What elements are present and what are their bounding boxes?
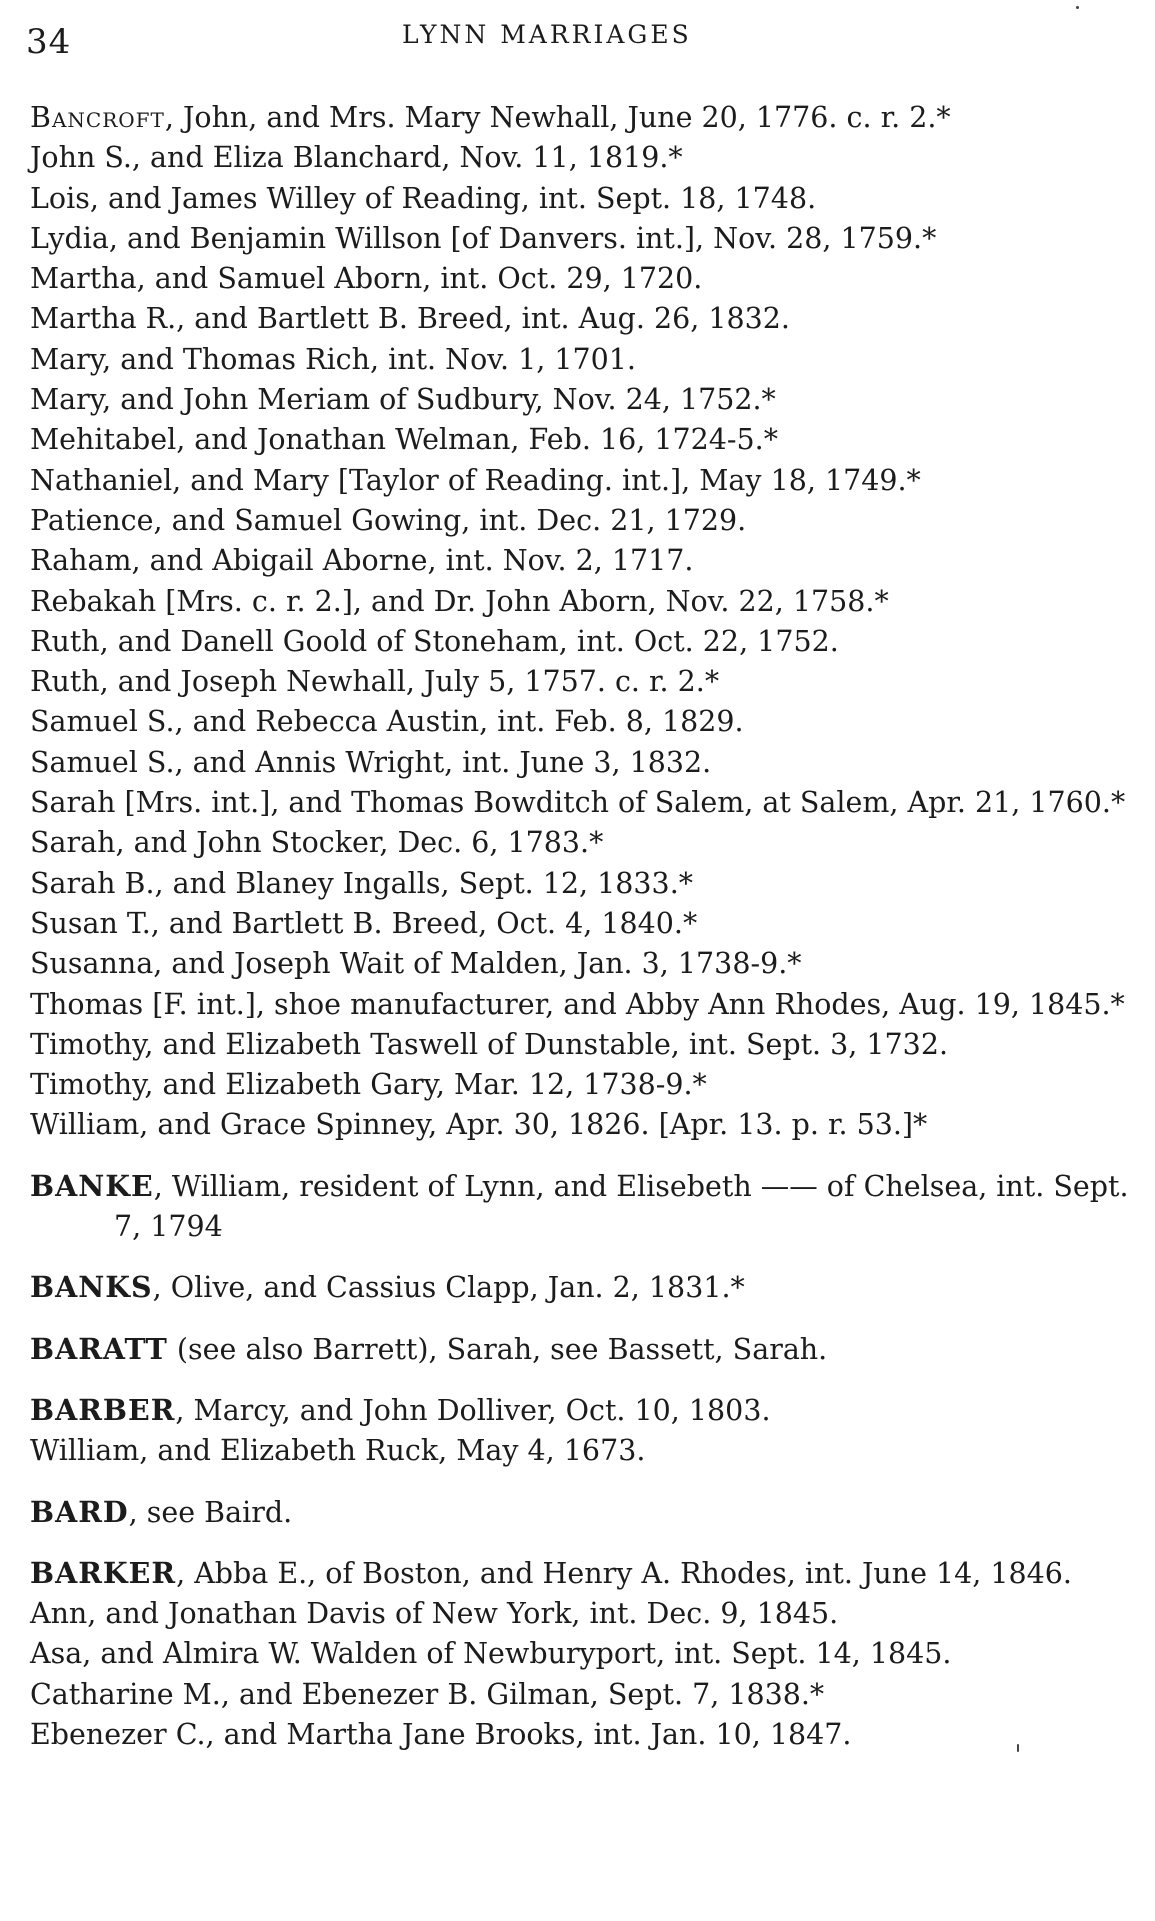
entry-surname: BARBER (30, 1392, 176, 1427)
marriage-entry (30, 501, 1135, 541)
marriage-entry (30, 1431, 1135, 1471)
marriage-entry (30, 138, 1135, 178)
entry-text: Susan T., and Bartlett B. Breed, Oct. 4, 1840.* (30, 906, 698, 940)
entry-text: Susanna, and Joseph Wait of Malden, Jan. 3, 1738-9.* (30, 947, 802, 981)
entry-text: Sarah [Mrs. int.], and Thomas Bowditch of Salem, at Salem, Apr. 21, 1760.* (30, 786, 1126, 820)
marriage-entry (30, 1390, 1135, 1431)
entry-text: William, and Elizabeth Ruck, May 4, 1673. (30, 1434, 646, 1468)
entry-text: , see Baird. (128, 1495, 293, 1529)
entry-surname: BARKER (30, 1555, 177, 1590)
marriage-entry (30, 1329, 1135, 1370)
entry-text: Patience, and Samuel Gowing, int. Dec. 21, 1729. (30, 503, 747, 537)
entry-text: Lois, and James Willey of Reading, int. Sept. 18, 1748. (30, 181, 817, 215)
entry-text: , William, resident of Lynn, and Elisebeth —— of Chelsea, int. Sept. 7, 1794 (114, 1169, 1129, 1244)
marriage-entry (30, 340, 1135, 380)
entry-text: Sarah, and John Stocker, Dec. 6, 1783.* (30, 826, 604, 860)
marriage-entry (30, 944, 1135, 984)
entry-text: Raham, and Abigail Aborne, int. Nov. 2, 1717. (30, 544, 694, 578)
marriage-entry (30, 1065, 1135, 1105)
marriage-entry (30, 582, 1135, 622)
marriage-entry (30, 219, 1135, 259)
entry-text: , John, and Mrs. Mary Newhall, June 20, 1776. c. r. 2.* (164, 101, 951, 134)
entry-text: , Marcy, and John Dolliver, Oct. 10, 1803. (175, 1393, 771, 1427)
marriage-entry (30, 1105, 1135, 1145)
entry-text: Samuel S., and Annis Wright, int. June 3, 1832. (30, 745, 712, 779)
marriage-entry (30, 541, 1135, 581)
marriage-entry (30, 1675, 1135, 1715)
marriage-entry (30, 420, 1135, 460)
entry-text: Timothy, and Elizabeth Taswell of Dunstable, int. Sept. 3, 1732. (30, 1027, 949, 1061)
entry-text: Mehitabel, and Jonathan Welman, Feb. 16, 1724-5.* (30, 423, 778, 457)
entry-text: Sarah B., and Blaney Ingalls, Sept. 12, 1833.* (30, 866, 694, 900)
entry-text: , Olive, and Cassius Clapp, Jan. 2, 1831.* (152, 1271, 745, 1305)
marriage-entry (30, 864, 1135, 904)
entry-text: William, and Grace Spinney, Apr. 30, 1826. [Apr. 13. p. r. 53.]* (30, 1108, 928, 1142)
entry-text: Mary, and John Meriam of Sudbury, Nov. 24, 1752.* (30, 383, 776, 417)
entry-surname: Bancroft (30, 101, 165, 134)
marriage-entry (30, 1267, 1135, 1308)
marriage-entry (30, 1166, 1135, 1248)
entry-text: Ruth, and Danell Goold of Stoneham, int. Oct. 22, 1752. (30, 624, 839, 658)
entry-text: Martha, and Samuel Aborn, int. Oct. 29, 1720. (30, 262, 703, 296)
running-head: LYNN MARRIAGES (402, 20, 692, 49)
entry-surname: BANKS (30, 1270, 153, 1305)
entry-text: Timothy, and Elizabeth Gary, Mar. 12, 1738-9.* (30, 1068, 707, 1102)
entry-text: Catharine M., and Ebenezer B. Gilman, Sept. 7, 1838.* (30, 1677, 825, 1711)
marriage-entries-list (30, 98, 1135, 1755)
entry-text: Nathaniel, and Mary [Taylor of Reading. int.], May 18, 1749.* (30, 463, 921, 497)
marriage-entry (30, 259, 1135, 299)
marriage-entry (30, 743, 1135, 783)
entry-text: Martha R., and Bartlett B. Breed, int. Aug. 26, 1832. (30, 302, 790, 336)
entry-text: Thomas [F. int.], shoe manufacturer, and Abby Ann Rhodes, Aug. 19, 1845.* (30, 987, 1125, 1021)
page-number: 34 (26, 22, 72, 62)
marriage-entry (30, 1715, 1135, 1755)
marriage-entry (30, 622, 1135, 662)
entry-text: Ebenezer C., and Martha Jane Brooks, int. Jan. 10, 1847. (30, 1717, 852, 1751)
marriage-entry (30, 1594, 1135, 1634)
marriage-entry (30, 1553, 1135, 1594)
marriage-entry (30, 702, 1135, 742)
entry-text: Asa, and Almira W. Walden of Newburyport, int. Sept. 14, 1845. (30, 1637, 952, 1671)
entry-surname: BANKE (30, 1168, 154, 1203)
entry-text: , Abba E., of Boston, and Henry A. Rhodes, int. June 14, 1846. (176, 1556, 1072, 1590)
entry-text: Rebakah [Mrs. c. r. 2.], and Dr. John Aborn, Nov. 22, 1758.* (30, 584, 889, 618)
marriage-entry (30, 662, 1135, 702)
print-speck (1017, 1744, 1019, 1752)
marriage-entry (30, 1025, 1135, 1065)
marriage-entry (30, 461, 1135, 501)
entry-text: Ann, and Jonathan Davis of New York, int. Dec. 9, 1845. (30, 1597, 839, 1631)
marriage-entry (30, 823, 1135, 863)
entry-text: Lydia, and Benjamin Willson [of Danvers. int.], Nov. 28, 1759.* (30, 221, 937, 255)
entry-text: Samuel S., and Rebecca Austin, int. Feb. 8, 1829. (30, 705, 744, 739)
entry-text: John S., and Eliza Blanchard, Nov. 11, 1819.* (30, 141, 683, 175)
marriage-entry (30, 985, 1135, 1025)
marriage-entry (30, 1634, 1135, 1674)
marriage-entry (30, 783, 1135, 823)
marriage-entry (30, 179, 1135, 219)
marriage-entry (30, 1492, 1135, 1533)
entry-text: Mary, and Thomas Rich, int. Nov. 1, 1701. (30, 342, 636, 376)
entry-surname: BARD (30, 1494, 129, 1529)
marriage-entry (30, 98, 1135, 138)
entry-surname: BARATT (30, 1331, 168, 1366)
print-speck (1076, 6, 1079, 9)
entry-text: (see also Barrett), Sarah, see Bassett, Sarah. (167, 1332, 828, 1366)
marriage-entry (30, 904, 1135, 944)
marriage-entry (30, 380, 1135, 420)
marriage-entry (30, 299, 1135, 339)
entry-text: Ruth, and Joseph Newhall, July 5, 1757. c. r. 2.* (30, 665, 720, 699)
